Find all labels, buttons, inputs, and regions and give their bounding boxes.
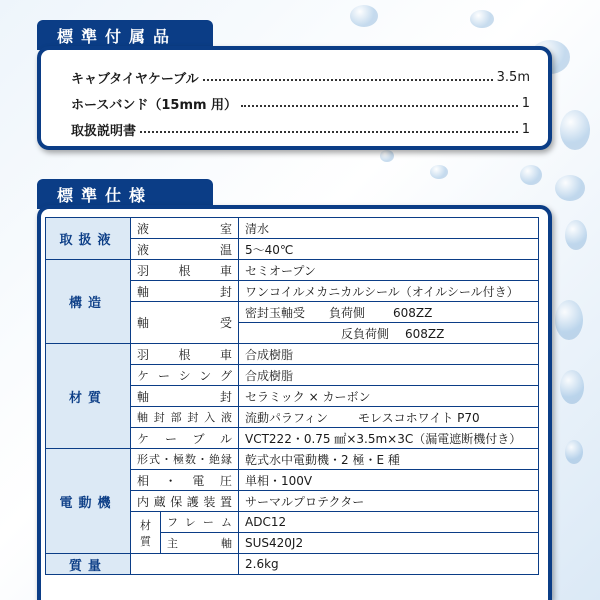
spec-value: 単相・100V <box>239 470 539 491</box>
spec-label-motor-material: 材質 <box>131 512 161 554</box>
spec-label-empty <box>131 554 239 575</box>
category-liquid: 取扱液 <box>46 218 131 260</box>
spec-value: 清水 <box>239 218 539 239</box>
leader-dots <box>140 131 518 133</box>
spec-label: 軸封 <box>131 281 239 302</box>
fill-value-2: モレスコホワイト P70 <box>358 410 480 425</box>
spec-label: 羽根車 <box>131 260 239 281</box>
spec-label: 羽根車 <box>131 344 239 365</box>
accessory-item <box>71 118 530 140</box>
spec-value: 合成樹脂 <box>239 344 539 365</box>
spec-value: 5～40℃ <box>239 239 539 260</box>
table-row <box>46 218 539 239</box>
spec-label: 液室 <box>131 218 239 239</box>
table-row <box>46 449 539 470</box>
bearing-load-side <box>239 302 539 323</box>
accessories-panel <box>37 46 552 150</box>
spec-value: ワンコイルメカニカルシール（オイルシール付き） <box>239 281 539 302</box>
accessory-qty: 1 <box>521 95 530 111</box>
spec-label: ケーシング <box>131 365 239 386</box>
spec-label: 軸封 <box>131 386 239 407</box>
spec-value-shaft: SUS420J2 <box>239 533 539 554</box>
spec-label: 相・電圧 <box>131 470 239 491</box>
bearing-anti-side <box>239 323 539 344</box>
spec-value-mass: 2.6kg <box>239 554 539 575</box>
spec-value: セミオープン <box>239 260 539 281</box>
bearing-anti-value: 608ZZ <box>405 326 445 341</box>
category-motor: 電動機 <box>46 449 131 554</box>
spec-value: 乾式水中電動機・2 極・E 種 <box>239 449 539 470</box>
accessory-name: キャブタイヤケーブル <box>71 71 199 87</box>
accessory-name: 取扱説明書 <box>71 123 137 139</box>
category-material: 材質 <box>46 344 131 449</box>
bearing-load-value: 608ZZ <box>393 305 433 320</box>
accessory-qty: 3.5m <box>496 69 530 85</box>
spec-label-bearing: 軸受 <box>131 302 239 344</box>
spec-table <box>45 217 539 575</box>
spec-value-frame: ADC12 <box>239 512 539 533</box>
table-row <box>46 260 539 281</box>
spec-value: セラミック × カーボン <box>239 386 539 407</box>
bearing-load-label: 負荷側 <box>329 305 366 320</box>
spec-label: ケーブル <box>131 428 239 449</box>
spec-label: 形式・極数・絶縁 <box>131 449 239 470</box>
spec-value-fill <box>239 407 539 428</box>
category-mass: 質量 <box>46 554 131 575</box>
accessory-item <box>71 66 530 88</box>
bearing-type: 密封玉軸受 <box>245 305 306 320</box>
leader-dots <box>241 105 518 107</box>
fill-value: 流動パラフィン <box>245 410 329 425</box>
spec-value: サーマルプロテクター <box>239 491 539 512</box>
table-row <box>46 554 539 575</box>
accessories-title: 標準付属品 <box>37 20 213 50</box>
leader-dots <box>203 79 493 81</box>
spec-value: VCT222・0.75 ㎟×3.5m×3C（漏電遮断機付き） <box>239 428 539 449</box>
accessory-item <box>71 92 530 114</box>
spec-label-frame: フレーム <box>161 512 239 533</box>
category-structure: 構造 <box>46 260 131 344</box>
spec-label: 内蔵保護装置 <box>131 491 239 512</box>
accessory-qty: 1 <box>521 121 530 137</box>
specs-panel <box>37 205 552 600</box>
spec-label: 液温 <box>131 239 239 260</box>
specs-title: 標準仕様 <box>37 179 213 209</box>
spec-label: 軸封部封入液 <box>131 407 239 428</box>
accessory-name: ホースバンド（15mm 用） <box>71 97 238 113</box>
bearing-anti-label: 反負荷側 <box>341 326 390 341</box>
table-row <box>46 344 539 365</box>
spec-label-shaft: 主軸 <box>161 533 239 554</box>
spec-value: 合成樹脂 <box>239 365 539 386</box>
